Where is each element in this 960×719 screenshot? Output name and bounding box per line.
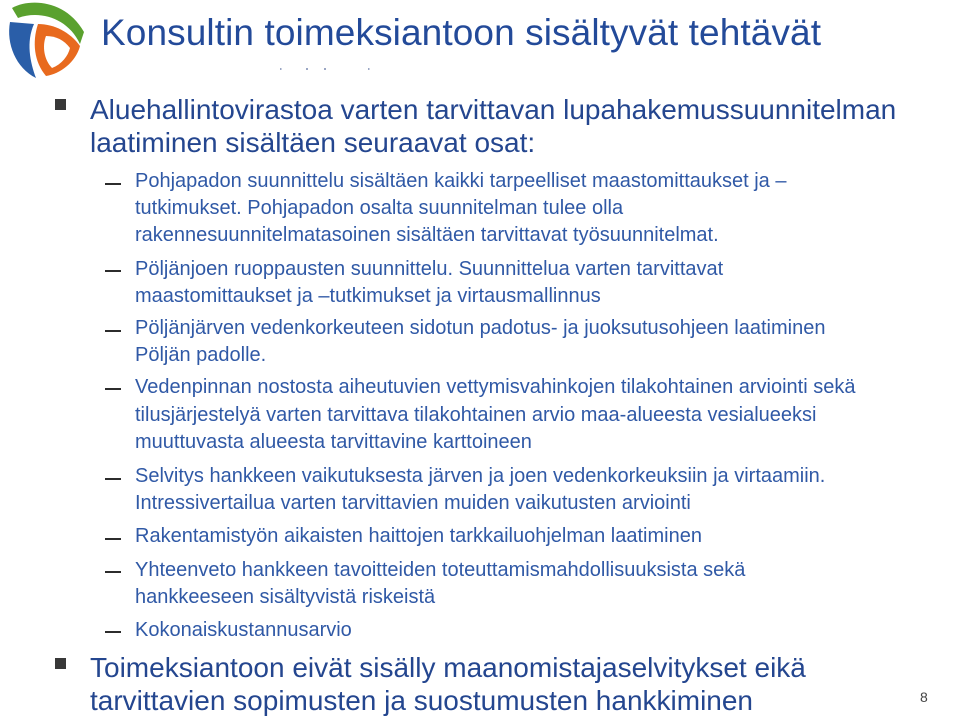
title-underline-artifact bbox=[280, 66, 380, 72]
page-number: 8 bbox=[920, 689, 928, 705]
bullet-text-line: laatiminen sisältäen seuraavat osat: bbox=[90, 127, 536, 158]
subitem-text-line: Pöljän padolle. bbox=[135, 344, 267, 366]
dash-bullet-icon bbox=[105, 330, 121, 332]
slide-title: Konsultin toimeksiantoon sisältyvät tehtävät bbox=[101, 12, 822, 53]
dash-bullet-icon bbox=[105, 270, 121, 272]
bullet-text-line: Aluehallintovirastoa varten tarvittavan lupahakemussuunnitelman bbox=[90, 94, 897, 125]
organization-logo bbox=[4, 2, 84, 80]
dash-bullet-icon bbox=[105, 631, 121, 633]
dash-bullet-icon bbox=[105, 478, 121, 480]
subitem-text-line: Pohjapadon suunnittelu sisältäen kaikki tarpeelliset maastomittaukset ja – bbox=[135, 170, 787, 192]
subitem-text-line: muuttuvasta alueesta tarvittavine karttoineen bbox=[135, 431, 532, 453]
dash-bullet-icon bbox=[105, 388, 121, 390]
bullet-square-icon bbox=[55, 658, 66, 669]
subitem-text-line: Pöljänjoen ruoppausten suunnittelu. Suunnittelua varten tarvittavat bbox=[135, 258, 724, 280]
subitem-text-line: Rakentamistyön aikaisten haittojen tarkkailuohjelman laatiminen bbox=[135, 525, 702, 547]
subitem-text-line: rakennesuunnitelmatasoinen sisältäen tarvittavat työsuunnitelmat. bbox=[135, 224, 719, 246]
bullet-square-icon bbox=[55, 99, 66, 110]
subitem-text-line: hankkeeseen sisältyvistä riskeistä bbox=[135, 586, 436, 608]
dash-bullet-icon bbox=[105, 183, 121, 185]
subitem-text-line: Intressivertailua varten tarvittavien muiden vaikutusten arviointi bbox=[135, 492, 691, 514]
dash-bullet-icon bbox=[105, 538, 121, 540]
bullet-text-line: tarvittavien sopimusten ja suostumusten hankkiminen bbox=[90, 685, 754, 716]
subitem-text-line: Pöljänjärven vedenkorkeuteen sidotun padotus- ja juoksutusohjeen laatiminen bbox=[135, 317, 826, 339]
subitem-text-line: Selvitys hankkeen vaikutuksesta järven ja joen vedenkorkeuksiin ja virtaamiin. bbox=[135, 465, 826, 487]
subitem-text-line: Yhteenveto hankkeen tavoitteiden toteuttamismahdollisuuksista sekä bbox=[135, 559, 746, 581]
subitem-text-line: tilusjärjestelyä varten tarvittava tilakohtainen arvio maa-alueesta vesialueeksi bbox=[135, 404, 817, 426]
subitem-text-line: Kokonaiskustannusarvio bbox=[135, 619, 352, 641]
dash-bullet-icon bbox=[105, 571, 121, 573]
bullet-text-line: Toimeksiantoon eivät sisälly maanomistajaselvitykset eikä bbox=[90, 652, 806, 683]
subitem-text-line: tutkimukset. Pohjapadon osalta suunnitelman tulee olla bbox=[135, 197, 624, 219]
subitem-text-line: maastomittaukset ja –tutkimukset ja virtausmallinnus bbox=[135, 285, 601, 307]
subitem-text-line: Vedenpinnan nostosta aiheutuvien vettymisvahinkojen tilakohtainen arviointi sekä bbox=[135, 376, 856, 398]
